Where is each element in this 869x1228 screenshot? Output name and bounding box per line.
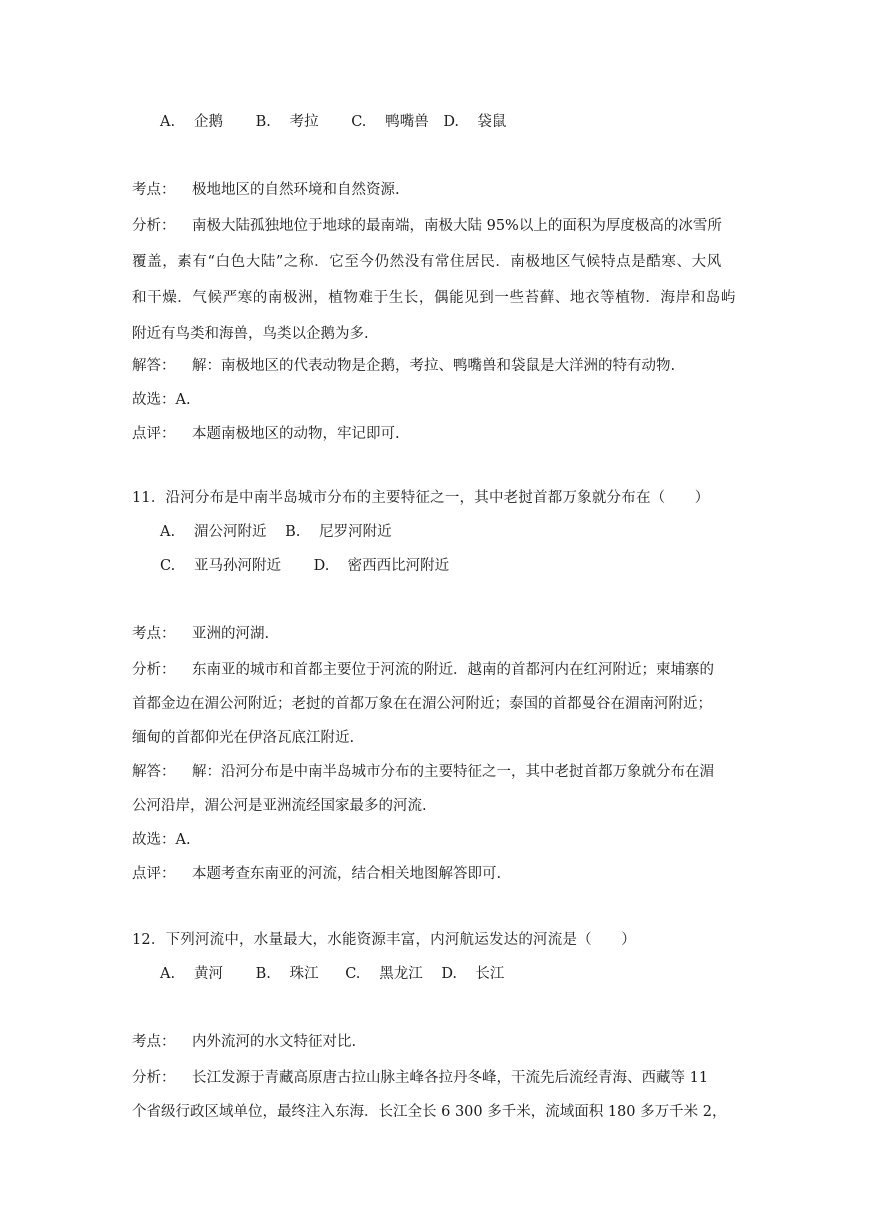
q11-jieda-line-1: 解答： 解：沿河分布是中南半岛城市分布的主要特征之一，其中老挝首都万象就分布在湄: [132, 764, 714, 780]
q12-option-d: D. 长江: [441, 966, 505, 982]
q10-option-c: C. 鸭嘴兽: [351, 114, 429, 130]
q10-dianping: 点评： 本题南极地区的动物，牢记即可.: [132, 426, 400, 442]
q10-fenxi-line-2: 覆盖，素有“白色大陆”之称．它至今仍然没有常住居民．南极地区气候特点是酷寒、大风: [132, 254, 722, 270]
q11-dianping: 点评： 本题考查东南亚的河流，结合相关地图解答即可.: [132, 866, 502, 882]
q10-option-b: B. 考拉: [255, 114, 319, 130]
kaodian-label: 考点：: [132, 1034, 176, 1050]
q10-guxuan: 故选：A.: [132, 392, 191, 408]
q11-fenxi-line-2: 首都金边在湄公河附近；老挝的首都万象在在湄公河附近；泰国的首都曼谷在湄南河附近；: [132, 696, 712, 712]
q12-options: [160, 964, 532, 984]
q10-fenxi-line-1: 分析： 南极大陆孤独地位于地球的最南端，南极大陆 95%以上的面积为厚度极高的冰雪所: [132, 218, 722, 234]
kaodian-label: 考点：: [132, 626, 176, 642]
q12-fenxi-line-2: 个省级行政区域单位，最终注入东海．长江全长 6 300 多千米，流域面积 180 多万千米 2，: [132, 1104, 727, 1120]
fenxi-label: 分析：: [132, 1070, 176, 1086]
q11-options-row-1: [160, 522, 420, 542]
q11-fenxi-line-1: 分析： 东南亚的城市和首都主要位于河流的附近．越南的首都河内在红河附近；柬埔寨的: [132, 662, 714, 678]
dianping-label: 点评：: [132, 426, 176, 442]
q11-option-a: A. 湄公河附近: [160, 524, 267, 540]
q11-jieda-line-2: 公河沿岸，湄公河是亚洲流经国家最多的河流.: [132, 798, 427, 814]
q11-option-b: B. 尼罗河附近: [285, 524, 392, 540]
fenxi-label: 分析：: [132, 662, 176, 678]
q10-fenxi-line-4: 附近有鸟类和海兽，鸟类以企鹅为多.: [132, 326, 369, 342]
q12-question: 12．下列河流中，水量最大，水能资源丰富，内河航运发达的河流是（ ）: [132, 932, 636, 948]
q12-option-a: A. 黄河: [160, 966, 223, 982]
q10-kaodian: 考点： 极地地区的自然环境和自然资源.: [132, 182, 400, 198]
q12-kaodian: 考点： 内外流河的水文特征对比.: [132, 1034, 357, 1050]
q11-options-row-2: [160, 556, 477, 576]
q11-option-d: D. 密西西比河附近: [313, 558, 450, 574]
q11-question: 11．沿河分布是中南半岛城市分布的主要特征之一，其中老挝首都万象就分布在（ ）: [132, 490, 710, 506]
q11-kaodian: 考点： 亚洲的河湖.: [132, 626, 270, 642]
kaodian-label: 考点：: [132, 182, 176, 198]
q11-fenxi-line-3: 缅甸的首都仰光在伊洛瓦底江附近.: [132, 730, 355, 746]
q12-fenxi-line-1: 分析： 长江发源于青藏高原唐古拉山脉主峰各拉丹冬峰，干流先后流经青海、西藏等 11: [132, 1070, 709, 1086]
q11-guxuan: 故选：A.: [132, 832, 191, 848]
dianping-label: 点评：: [132, 866, 176, 882]
q12-option-b: B. 珠江: [255, 966, 319, 982]
q10-jieda: 解答： 解：南极地区的代表动物是企鹅，考拉、鸭嘴兽和袋鼠是大洋洲的特有动物.: [132, 358, 676, 374]
jieda-label: 解答：: [132, 764, 176, 780]
jieda-label: 解答：: [132, 358, 176, 374]
q10-option-a: A. 企鹅: [160, 114, 223, 130]
fenxi-label: 分析：: [132, 218, 176, 234]
q11-option-c: C. 亚马孙河附近: [160, 558, 281, 574]
q10-options: [160, 112, 534, 132]
q10-option-d: D. 袋鼠: [443, 114, 507, 130]
q10-fenxi-line-3: 和干燥．气候严寒的南极洲，植物难于生长，偶能见到一些苔藓、地衣等植物．海岸和岛屿: [132, 290, 736, 306]
q12-option-c: C. 黑龙江: [345, 966, 423, 982]
